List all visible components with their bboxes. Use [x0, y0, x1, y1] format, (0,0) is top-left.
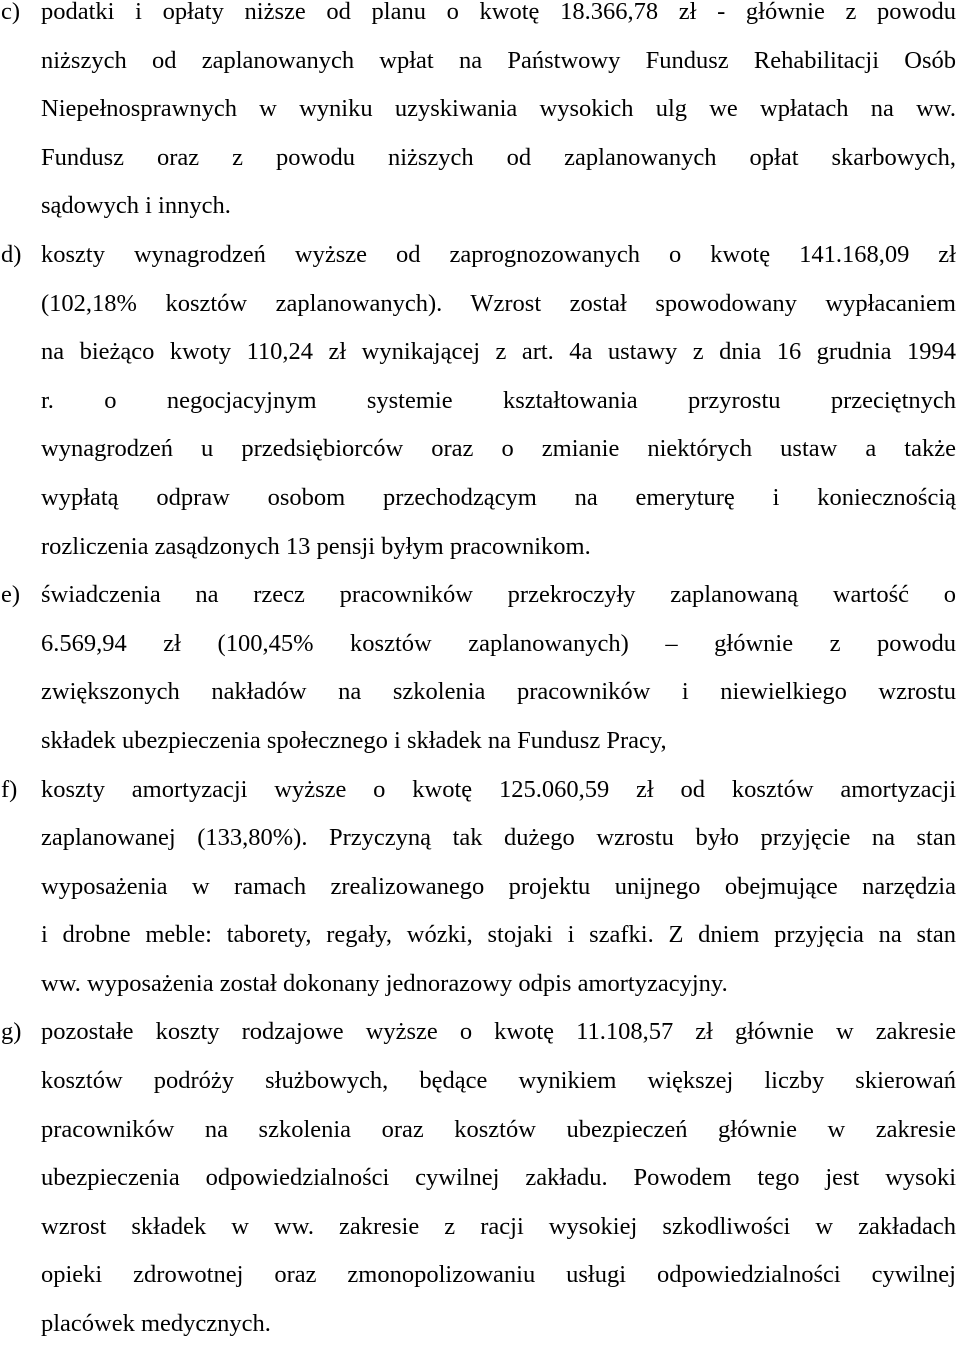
- list-item-c: [1, 0, 956, 231]
- text-line: koszty amortyzacji wyższe o kwotę 125.060,59 zł od kosztów amortyzacji: [41, 775, 956, 803]
- text-line: pracowników na szkolenia oraz kosztów ubezpieczeń głównie w zakresie: [41, 1115, 956, 1143]
- text-line: zwiększonych nakładów na szkolenia pracowników i niewielkiego wzrostu: [41, 678, 956, 706]
- text-line: świadczenia na rzecz pracowników przekroczyły zaplanowaną wartość o: [41, 581, 956, 609]
- text-line: kosztów podróży służbowych, będące wynikiem większej liczby skierowań: [41, 1067, 956, 1095]
- list-item-text: [41, 571, 956, 765]
- list-item-text: [41, 766, 956, 1009]
- text-line: i drobne meble: taborety, regały, wózki, stojaki i szafki. Z dniem przyjęcia na stan: [41, 921, 956, 949]
- text-line: wzrost składek w ww. zakresie z racji wysokiej szkodliwości w zakładach: [41, 1212, 956, 1240]
- text-line: wyposażenia w ramach zrealizowanego projektu unijnego obejmujące narzędzia: [41, 872, 956, 900]
- text-line: koszty wynagrodzeń wyższe od zaprognozowanych o kwotę 141.168,09 zł: [41, 240, 956, 268]
- text-line: wynagrodzeń u przedsiębiorców oraz o zmianie niektórych ustaw a także: [41, 435, 956, 463]
- text-line: podatki i opłaty niższe od planu o kwotę 18.366,78 zł - głównie z powodu: [41, 0, 956, 25]
- text-line: ubezpieczenia odpowiedzialności cywilnej zakładu. Powodem tego jest wysoki: [41, 1164, 956, 1192]
- list-marker: e): [1, 581, 21, 609]
- text-line: r. o negocjacyjnym systemie kształtowania przyrostu przeciętnych: [41, 386, 956, 414]
- list-marker: g): [1, 1018, 22, 1046]
- text-line: sądowych i innych.: [41, 192, 231, 220]
- list-item-f: [1, 766, 956, 1009]
- text-line: pozostałe koszty rodzajowe wyższe o kwotę 11.108,57 zł głównie w zakresie: [41, 1018, 956, 1046]
- list-item-d: [1, 231, 956, 571]
- text-line: wypłatą odpraw osobom przechodzącym na emeryturę i koniecznością: [41, 483, 956, 511]
- text-line: zaplanowanej (133,80%). Przyczyną tak dużego wzrostu było przyjęcie na stan: [41, 824, 956, 852]
- list-item-text: [41, 0, 956, 231]
- text-line: rozliczenia zasądzonych 13 pensji byłym pracownikom.: [41, 532, 591, 560]
- text-line: Fundusz oraz z powodu niższych od zaplanowanych opłat skarbowych,: [41, 143, 956, 171]
- list-marker: c): [1, 0, 21, 25]
- text-line: niższych od zaplanowanych wpłat na Państwowy Fundusz Rehabilitacji Osób: [41, 46, 956, 74]
- text-line: składek ubezpieczenia społecznego i składek na Fundusz Pracy,: [41, 726, 667, 754]
- text-line: placówek medycznych.: [41, 1310, 271, 1338]
- document-body: [1, 0, 956, 1349]
- list-item-g: [1, 1008, 956, 1348]
- text-line: opieki zdrowotnej oraz zmonopolizowaniu usługi odpowiedzialności cywilnej: [41, 1261, 956, 1289]
- text-line: na bieżąco kwoty 110,24 zł wynikającej z art. 4a ustawy z dnia 16 grudnia 1994: [41, 338, 956, 366]
- text-line: 6.569,94 zł (100,45% kosztów zaplanowanych) – głównie z powodu: [41, 629, 956, 657]
- text-line: (102,18% kosztów zaplanowanych). Wzrost został spowodowany wypłacaniem: [41, 289, 956, 317]
- list-marker: f): [1, 775, 18, 803]
- list-item-text: [41, 1008, 956, 1348]
- text-line: Niepełnosprawnych w wyniku uzyskiwania wysokich ulg we wpłatach na ww.: [41, 95, 956, 123]
- list-item-text: [41, 231, 956, 571]
- text-line: ww. wyposażenia został dokonany jednorazowy odpis amortyzacyjny.: [41, 969, 728, 997]
- list-marker: d): [1, 240, 22, 268]
- list-item-e: [1, 571, 956, 765]
